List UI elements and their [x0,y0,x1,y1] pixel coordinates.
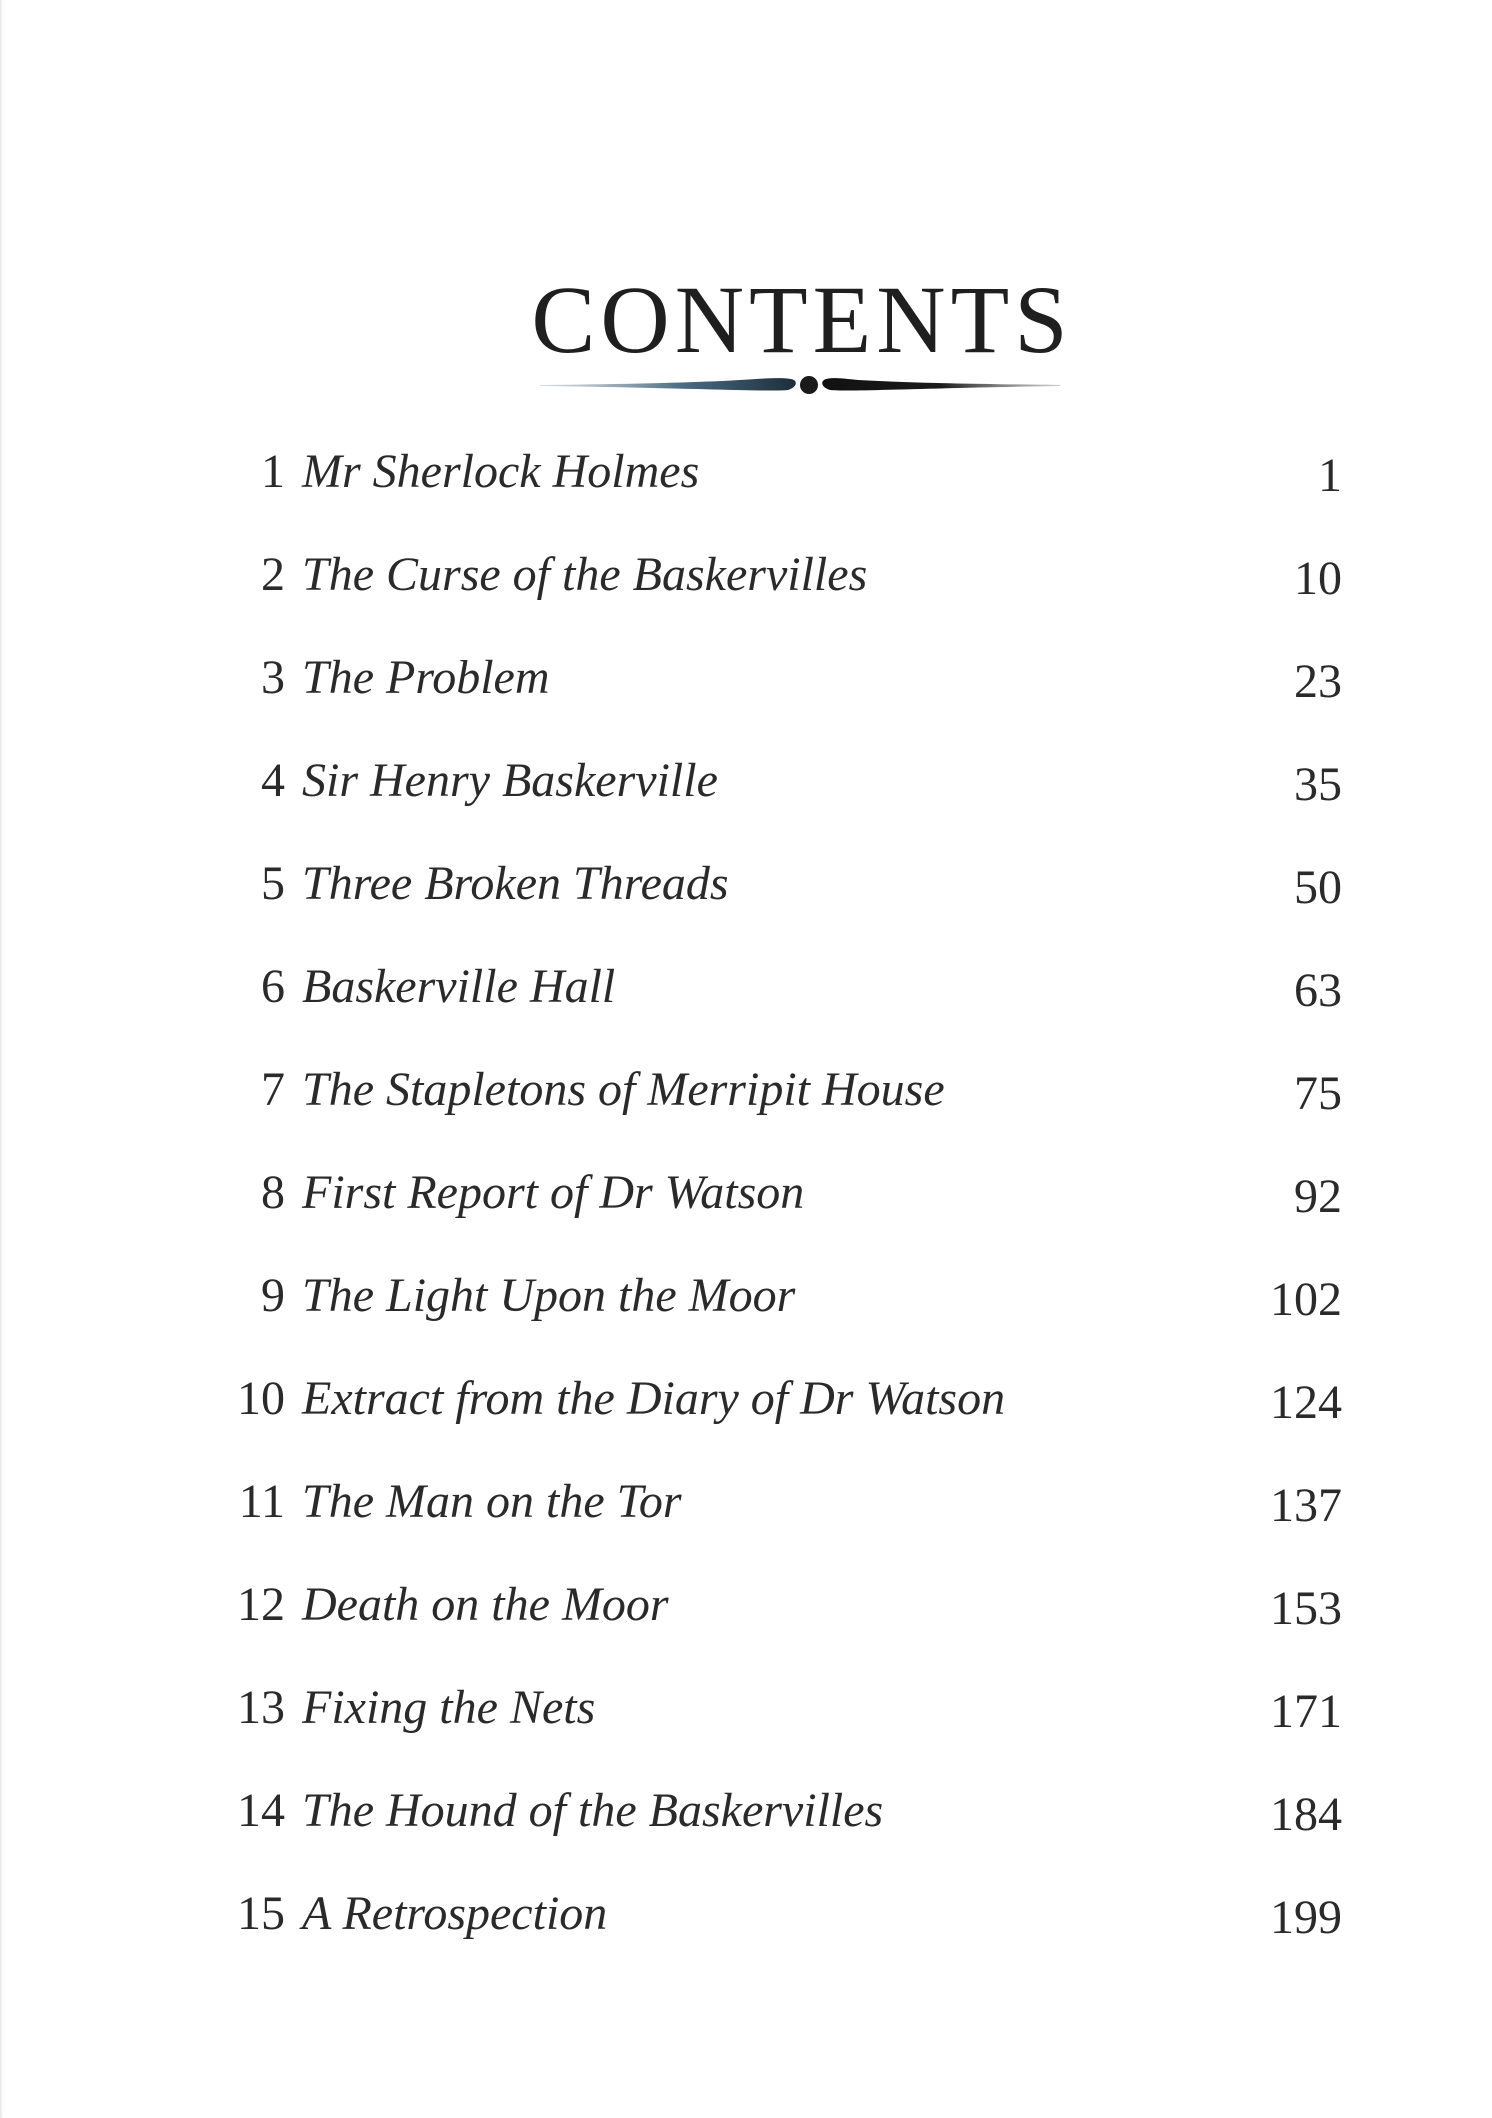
chapter-page-number: 63 [1294,964,1342,1017]
chapter-number: 2 [261,548,285,601]
chapter-page-number: 102 [1270,1273,1342,1326]
toc-entry [0,1060,1492,1120]
chapter-title: A Retrospection [302,1887,608,1940]
chapter-title: The Problem [302,651,550,704]
chapter-page-number: 124 [1270,1376,1342,1429]
toc-entry [0,1163,1492,1223]
toc-entry [0,957,1492,1017]
toc-entry [0,545,1492,605]
chapter-page-number: 199 [1270,1891,1342,1944]
page-title: CONTENTS [531,266,1073,374]
toc-entry [0,854,1492,914]
toc-entry [0,1472,1492,1532]
chapter-title: Mr Sherlock Holmes [302,445,700,498]
chapter-number: 14 [237,1784,285,1837]
chapter-page-number: 75 [1294,1067,1342,1120]
toc-entry [0,751,1492,811]
toc-entry [0,1884,1492,1944]
chapter-page-number: 35 [1294,758,1342,811]
chapter-title: Three Broken Threads [302,857,729,910]
chapter-title: Death on the Moor [302,1578,669,1631]
chapter-number: 6 [261,960,285,1013]
toc-entry [0,1369,1492,1429]
chapter-page-number: 137 [1270,1479,1342,1532]
chapter-number: 10 [237,1372,285,1425]
toc-entry [0,442,1492,502]
chapter-page-number: 171 [1270,1685,1342,1738]
chapter-title: The Light Upon the Moor [302,1269,796,1322]
chapter-number: 13 [237,1681,285,1734]
chapter-title: Fixing the Nets [302,1681,596,1734]
toc-entry [0,1266,1492,1326]
chapter-title: First Report of Dr Watson [302,1166,805,1219]
chapter-page-number: 50 [1294,861,1342,914]
toc-entry [0,1575,1492,1635]
chapter-page-number: 184 [1270,1788,1342,1841]
chapter-number: 11 [238,1475,285,1528]
chapter-number: 7 [261,1063,285,1116]
chapter-number: 12 [237,1578,285,1631]
chapter-page-number: 23 [1294,655,1342,708]
chapter-page-number: 92 [1294,1170,1342,1223]
toc-entry [0,1781,1492,1841]
flourish-divider-icon [540,366,1060,404]
chapter-title: The Curse of the Baskervilles [302,548,868,601]
toc-entry [0,648,1492,708]
toc-entry [0,1678,1492,1738]
chapter-number: 9 [261,1269,285,1322]
chapter-title: The Hound of the Baskervilles [302,1784,884,1837]
chapter-title: Sir Henry Baskerville [302,754,718,807]
chapter-number: 1 [261,445,285,498]
chapter-number: 5 [261,857,285,910]
chapter-number: 8 [261,1166,285,1219]
chapter-number: 4 [261,754,285,807]
chapter-number: 15 [237,1887,285,1940]
chapter-number: 3 [261,651,285,704]
chapter-title: The Stapletons of Merripit House [302,1063,945,1116]
chapter-title: Extract from the Diary of Dr Watson [302,1372,1006,1425]
chapter-title: The Man on the Tor [302,1475,682,1528]
chapter-page-number: 10 [1294,552,1342,605]
chapter-title: Baskerville Hall [302,960,616,1013]
chapter-page-number: 1 [1318,449,1342,502]
chapter-page-number: 153 [1270,1582,1342,1635]
